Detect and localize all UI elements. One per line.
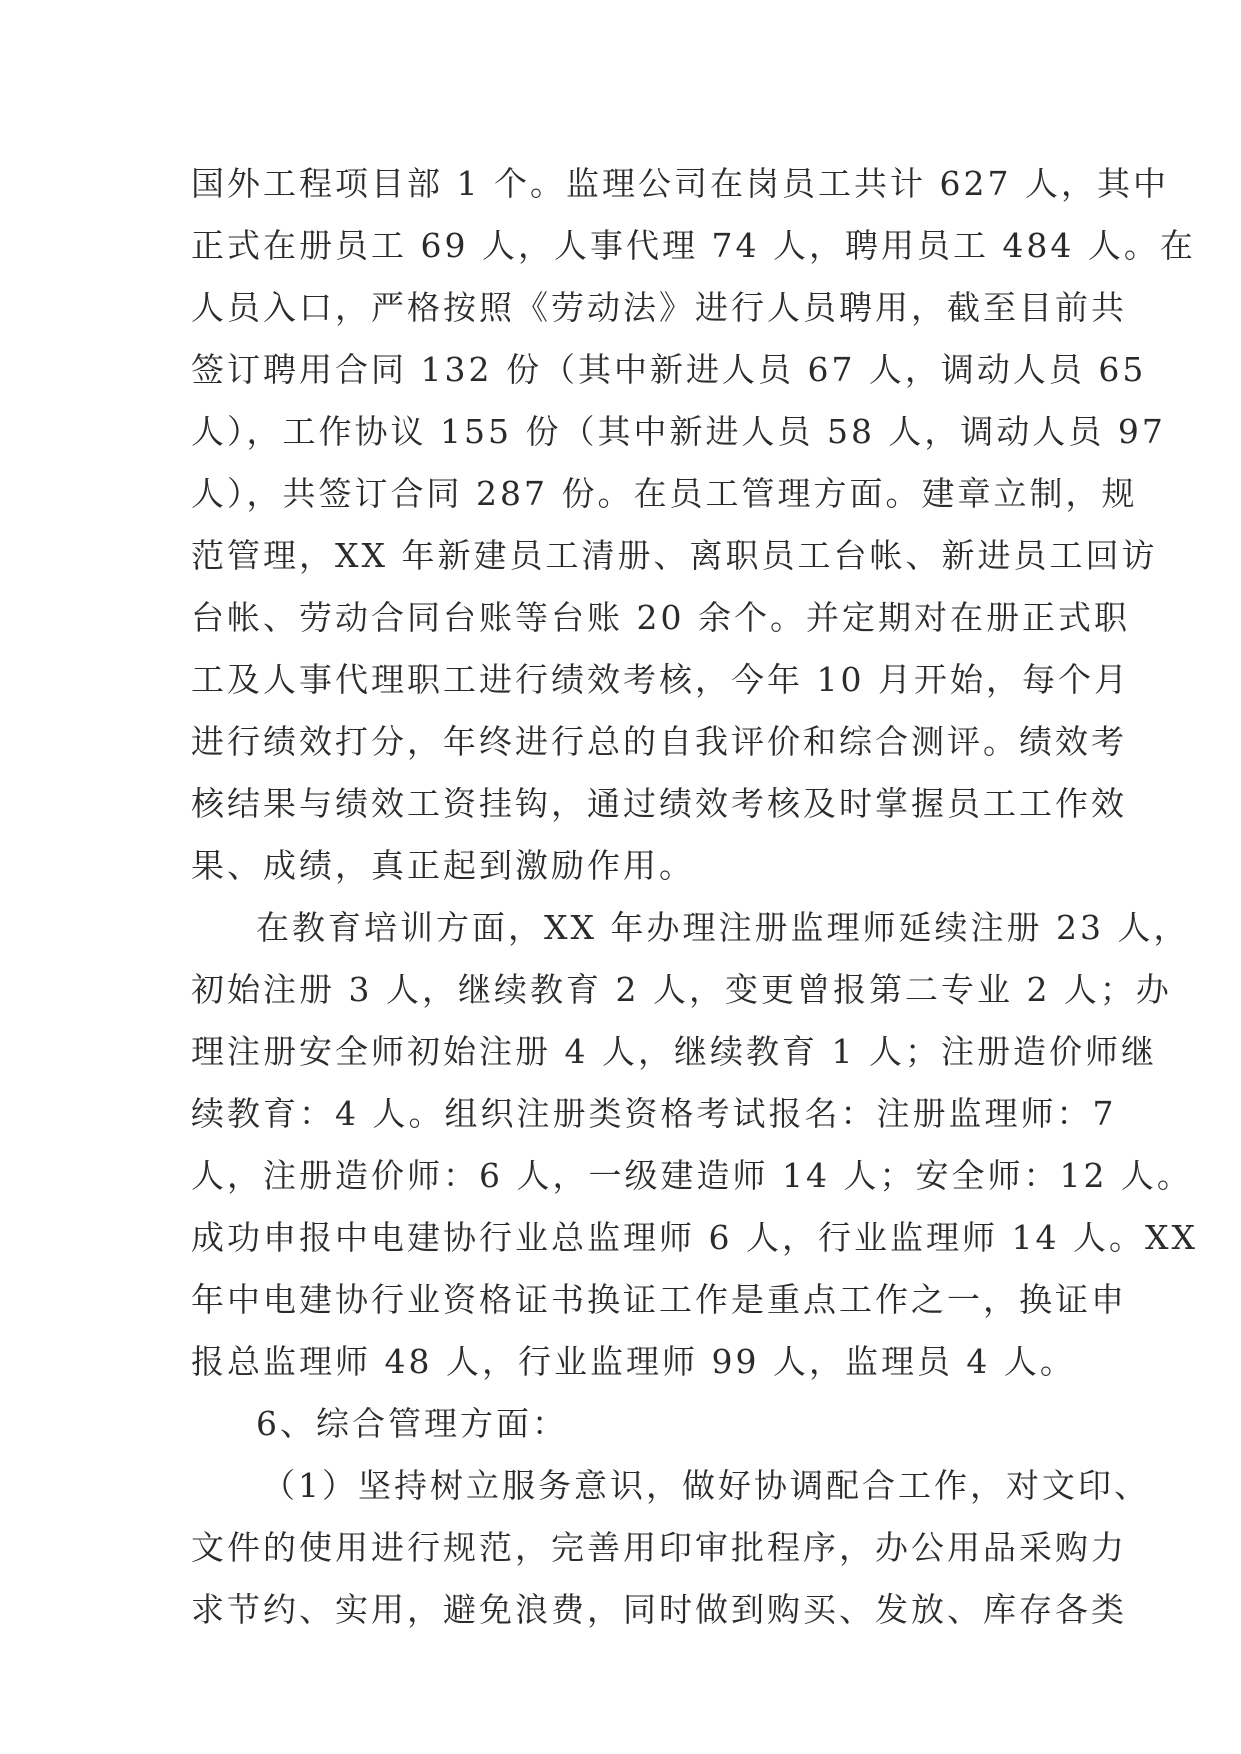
text-line: 初始注册 3 人，继续教育 2 人，变更曾报第二专业 2 人；办: [191, 970, 1172, 1009]
text-line: 续教育：4 人。组织注册类资格考试报名：注册监理师：7: [191, 1094, 1117, 1133]
text-line: 人，注册造价师：6 人，一级建造师 14 人；安全师：12 人。: [191, 1156, 1193, 1195]
text-line: 文件的使用进行规范，完善用印审批程序，办公用品采购力: [191, 1528, 1127, 1567]
text-line: 国外工程项目部 1 个。监理公司在岗员工共计 627 人，其中: [191, 164, 1169, 203]
text-line: 求节约、实用，避免浪费，同时做到购买、发放、库存各类: [191, 1590, 1127, 1629]
text-line: 台帐、劳动合同台账等台账 20 余个。并定期对在册正式职: [191, 598, 1130, 637]
text-line: 人员入口，严格按照《劳动法》进行人员聘用，截至目前共: [191, 288, 1127, 327]
text-line: 工及人事代理职工进行绩效考核，今年 10 月开始，每个月: [191, 660, 1130, 699]
text-line: 年中电建协行业资格证书换证工作是重点工作之一，换证申: [191, 1280, 1127, 1319]
text-line: 签订聘用合同 132 份（其中新进人员 67 人，调动人员 65: [191, 350, 1147, 389]
text-line: 范管理，XX 年新建员工清册、离职员工台帐、新进员工回访: [191, 536, 1158, 575]
text-line: 报总监理师 48 人，行业监理师 99 人，监理员 4 人。: [191, 1342, 1076, 1381]
text-line: 人），共签订合同 287 份。在员工管理方面。建章立制，规: [191, 474, 1138, 513]
text-line: 人），工作协议 155 份（其中新进人员 58 人，调动人员 97: [191, 412, 1166, 451]
text-line: 进行绩效打分，年终进行总的自我评价和综合测评。绩效考: [191, 722, 1127, 761]
text-line: 正式在册员工 69 人，人事代理 74 人，聘用员工 484 人。在: [191, 226, 1196, 265]
text-line: 果、成绩，真正起到激励作用。: [191, 846, 695, 885]
paragraph-first-line: （1）坚持树立服务意识，做好协调配合工作，对文印、: [262, 1466, 1150, 1505]
text-line: 核结果与绩效工资挂钩，通过绩效考核及时掌握员工工作效: [191, 784, 1127, 823]
paragraph-first-line: 在教育培训方面，XX 年办理注册监理师延续注册 23 人，: [256, 908, 1190, 947]
section-heading: 6、综合管理方面：: [256, 1404, 568, 1443]
text-line: 成功申报中电建协行业总监理师 6 人，行业监理师 14 人。XX: [191, 1218, 1198, 1257]
text-line: 理注册安全师初始注册 4 人，继续教育 1 人；注册造价师继: [191, 1032, 1157, 1071]
